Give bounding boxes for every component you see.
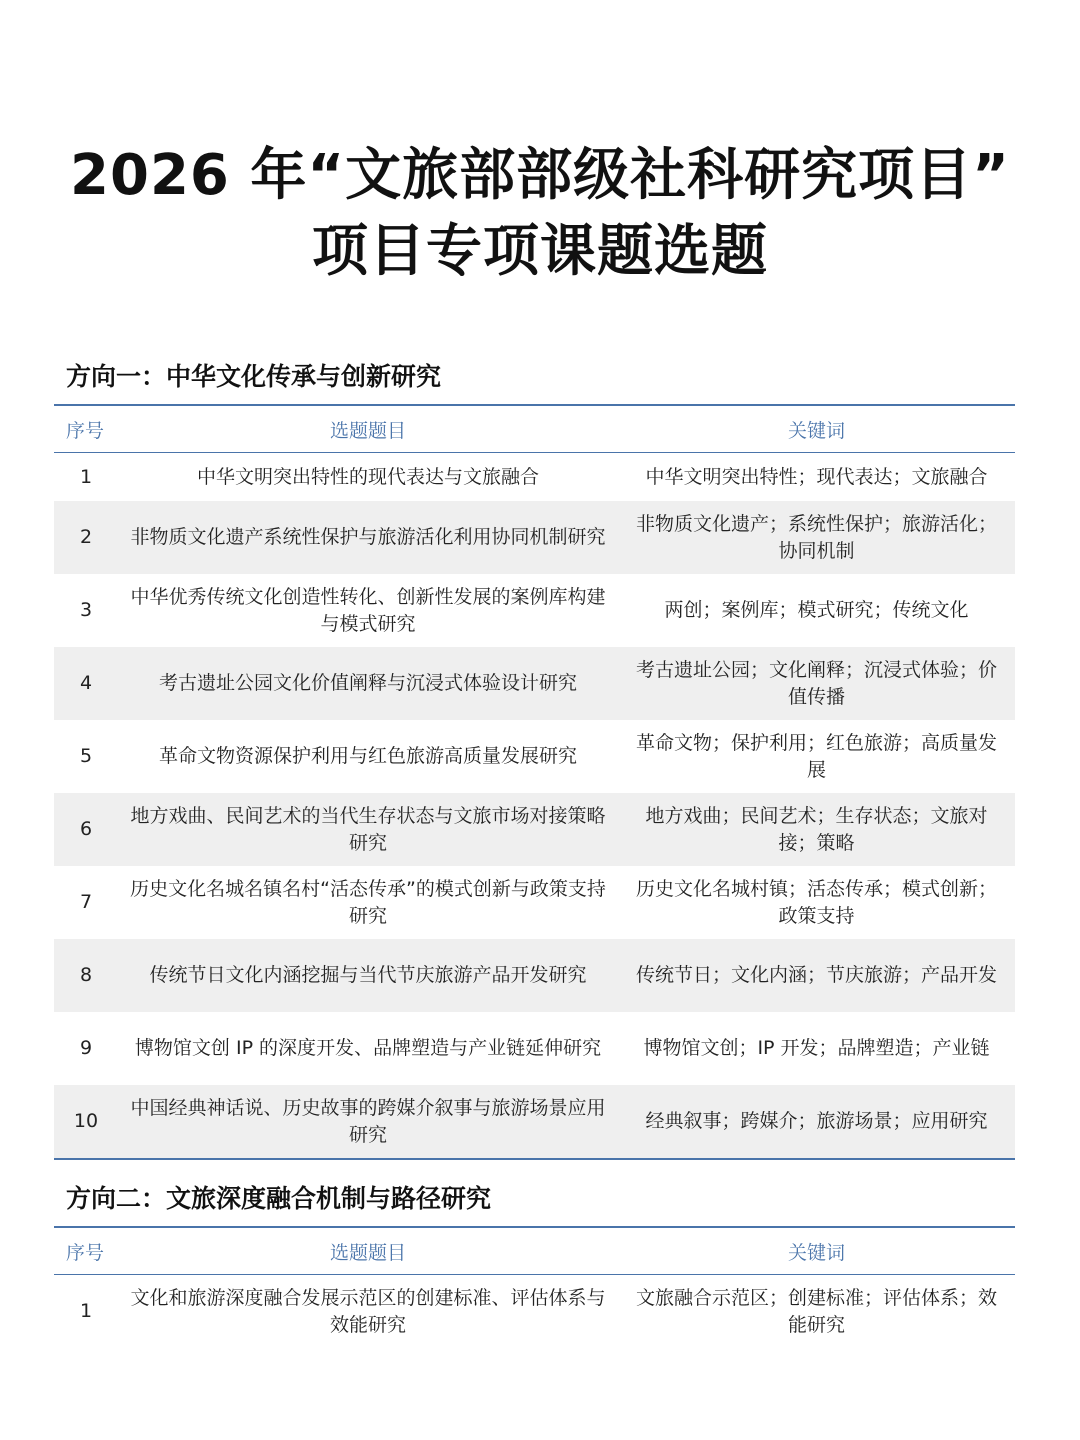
page-title: [0, 138, 1080, 290]
table-header: [54, 1228, 1015, 1275]
header-num: 序号: [66, 1241, 105, 1264]
row-topic: 文化和旅游深度融合发展示范区的创建标准、评估体系与效能研究: [130, 1286, 606, 1336]
row-num: 10: [73, 1110, 99, 1132]
row-keywords: 革命文物；保护利用；红色旅游；高质量发展: [635, 731, 997, 781]
table-row: [54, 1275, 1015, 1348]
row-num: 6: [79, 818, 93, 840]
table-row: [54, 647, 1015, 720]
row-topic: 革命文物资源保护利用与红色旅游高质量发展研究: [158, 745, 577, 767]
row-topic: 地方戏曲、民间艺术的当代生存状态与文旅市场对接策略研究: [130, 804, 606, 854]
row-keywords: 经典叙事；跨媒介；旅游场景；应用研究: [645, 1110, 988, 1132]
row-keywords: 博物馆文创；IP 开发；品牌塑造；产业链: [643, 1037, 990, 1059]
row-num: 2: [79, 526, 93, 548]
page-title-line-2: 项目专项课题选题: [312, 219, 768, 284]
row-topic: 博物馆文创 IP 的深度开发、品牌塑造与产业链延伸研究: [134, 1037, 602, 1059]
row-num: 3: [79, 599, 93, 621]
row-topic: 非物质文化遗产系统性保护与旅游活化利用协同机制研究: [130, 526, 606, 548]
row-topic: 中华优秀传统文化创造性转化、创新性发展的案例库构建与模式研究: [130, 585, 606, 635]
row-topic: 传统节日文化内涵挖掘与当代节庆旅游产品开发研究: [149, 964, 587, 986]
row-num: 9: [79, 1037, 93, 1059]
header-keywords: 关键词: [787, 419, 845, 442]
row-num: 5: [79, 745, 93, 767]
row-topic: 考古遗址公园文化价值阐释与沉浸式体验设计研究: [158, 672, 577, 694]
header-num: 序号: [66, 419, 105, 442]
row-topic: 中华文明突出特性的现代表达与文旅融合: [196, 465, 539, 488]
table-row: [54, 793, 1015, 866]
row-keywords: 文旅融合示范区；创建标准；评估体系；效能研究: [635, 1286, 997, 1336]
row-keywords: 中华文明突出特性；现代表达；文旅融合: [645, 465, 988, 488]
row-keywords: 地方戏曲；民间艺术；生存状态；文旅对接；策略: [645, 804, 988, 854]
row-keywords: 非物质文化遗产；系统性保护；旅游活化；协同机制: [635, 512, 997, 562]
row-topic: 中国经典神话说、历史故事的跨媒介叙事与旅游场景应用研究: [130, 1096, 606, 1146]
row-num: 4: [79, 672, 93, 694]
row-keywords: 传统节日；文化内涵；节庆旅游；产品开发: [635, 964, 997, 986]
row-topic: 历史文化名城名镇名村“活态传承”的模式创新与政策支持研究: [130, 877, 606, 927]
section-1: [54, 360, 1015, 1160]
table-row: [54, 1012, 1015, 1085]
section-title: 方向一：中华文化传承与创新研究: [66, 362, 442, 391]
row-num: 1: [79, 1300, 93, 1322]
table-header: [54, 406, 1015, 453]
table-row: [54, 939, 1015, 1012]
table-row: [54, 866, 1015, 939]
table-row: [54, 1085, 1015, 1158]
row-num: 1: [79, 465, 93, 488]
header-keywords: 关键词: [787, 1241, 845, 1264]
table-row: [54, 501, 1015, 574]
row-keywords: 历史文化名城村镇；活态传承；模式创新；政策支持: [635, 877, 997, 927]
table-row: [54, 453, 1015, 501]
header-topic: 选题题目: [329, 1241, 406, 1264]
row-keywords: 考古遗址公园；文化阐释；沉浸式体验；价值传播: [635, 658, 997, 708]
section-2: [54, 1182, 1015, 1348]
table-row: [54, 574, 1015, 647]
row-num: 8: [79, 964, 93, 986]
section-title: 方向二：文旅深度融合机制与路径研究: [66, 1184, 492, 1213]
page-title-line-1: 2026 年“文旅部部级社科研究项目”: [70, 143, 1010, 208]
table-bottom-rule: [54, 1158, 1015, 1160]
header-topic: 选题题目: [329, 419, 406, 442]
table-row: [54, 720, 1015, 793]
row-keywords: 两创；案例库；模式研究；传统文化: [664, 599, 969, 621]
row-num: 7: [79, 891, 93, 913]
